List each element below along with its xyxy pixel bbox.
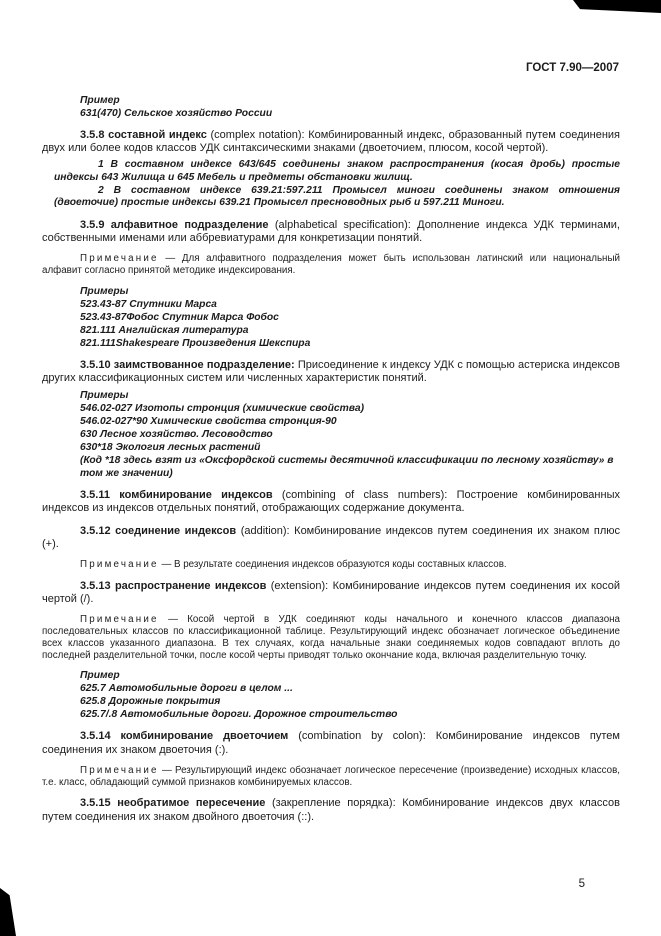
note-text: — Для алфавитного подразделения может быть использован латинский или национальный алфавит согласно принятой методике индексирования. [42,253,620,276]
note-text: — Косой чертой в УДК соединяют коды начального и конечного классов диапазона последовательных классов по классификационной таблице. Результирующий индекс обозначает логическое объединение всех классов указанного диапазона. В тех случаях, когда начальные знаки соединяемых кодов совпадают вплоть до последней разделительной точки, после косой черты приводят только окончание кода, включая разделительную точку. [42,614,620,661]
note-paragraph [42,614,620,661]
document-content [42,90,620,828]
example-line: 625.7/.8 Автомобильные дороги. Дорожное строительство [80,709,398,721]
example-line: 546.02-027 Изотопы стронция (химические свойства) [80,403,364,415]
term-definition: (complex notation): Комбинированный индекс, образованный путем соединения двух или более кодов классов УДК синтаксическими знаками (двоеточием, плюсом, косой чертой). [42,129,621,155]
example-block [42,94,620,120]
term-definition: (закрепление порядка): Комбинирование индексов двух классов путем соединения их знаком двойного двоеточия (::). [42,797,620,823]
scan-artifact-bottom-left [0,888,16,936]
term-paragraph-3-5-14 [42,730,620,756]
term-paragraph-3-5-12 [42,525,620,551]
term-paragraph-3-5-15 [42,797,620,823]
note-paragraph [42,253,620,277]
term-name: 3.5.8 составной индекс [80,129,207,141]
example-line: 546.02-027*90 Химические свойства стронция-90 [80,416,337,428]
example-block [42,159,620,209]
note-text: — В результате соединения индексов образуются коды составных классов. [161,559,507,570]
term-definition: (combining of class numbers): Построение комбинированных индексов из индексов отдельных понятий, отображающих содержание документа. [42,489,620,515]
example-label: Примеры [80,390,129,402]
term-definition: (extension): Комбинирование индексов путем соединения их косой чертой (/). [42,579,620,605]
note-text: — Результирующий индекс обозначает логическое пересечение (произведение) исходных классов, т.е. класс, обладающий суммой признаков комбинируемых классов. [42,764,620,788]
example-paragraph: 1 В составном индексе 643/645 соединены знаком распространения (косая дробь) простые индексы 643 Жилища и 645 Мебель и предметы обстановки жилищ. [54,159,620,183]
term-paragraph-3-5-8 [42,129,620,155]
example-line: 821.111Shakespeare Произведения Шекспира [80,337,311,349]
note-label: Примечание [80,559,159,570]
example-line: 631(470) Сельское хозяйство России [80,108,273,119]
example-label: Пример [80,670,120,682]
doc-number: ГОСТ 7.90—2007 [525,62,619,74]
example-line: 625.7 Автомобильные дороги в целом ... [80,683,293,695]
term-name: 3.5.10 заимствованное подразделение: [80,358,295,371]
term-definition: Присоединение к индексу УДК с помощью астериска индексов других классификационных систем или численных характеристик понятий. [42,358,620,384]
term-name: 3.5.13 распространение индексов [80,579,267,592]
example-block [42,285,620,350]
scan-artifact-top-right [573,0,661,13]
example-line: (Код *18 здесь взят из «Оксфордской системы десятичной классификации по лесному хозяйству» в том же значении) [80,455,614,480]
example-line: 625.8 Дорожные покрытия [80,696,221,708]
example-line: 630*18 Экология лесных растений [80,442,261,454]
note-label: Примечание [80,764,159,776]
example-label: Пример [80,95,120,106]
term-definition: (addition): Комбинирование индексов путем соединения их знаком плюс (+). [42,524,620,550]
example-label: Примеры [80,285,129,297]
term-definition: (alphabetical specification): Дополнение индекса УДК терминами, собственными именами или аббревиатурами для конкретизации понятий. [42,218,620,244]
term-name: 3.5.9 алфавитное подразделение [80,218,269,231]
example-line: 523.43-87 Спутники Марса [80,298,217,310]
example-paragraph: 2 В составном индексе 639.21:597.211 Промысел миноги соединены знаком отношения (двоеточие) простые индексы 639.21 Промысел пресноводных рыб и 597.211 Миноги. [54,184,620,209]
term-paragraph-3-5-9 [42,219,620,245]
example-line: 630 Лесное хозяйство. Лесоводство [80,429,273,441]
term-name: 3.5.14 комбинирование двоеточием [80,730,289,743]
note-label: Примечание [80,614,159,626]
note-label: Примечание [80,253,159,265]
term-name: 3.5.12 соединение индексов [80,524,237,537]
term-paragraph-3-5-10 [42,359,620,385]
term-name: 3.5.11 комбинирование индексов [80,489,273,502]
example-line: 821.111 Английская литература [80,324,249,336]
example-block [42,389,620,480]
note-paragraph [42,765,620,789]
term-definition: (combination by colon): Комбинирование индексов путем соединения их знаком двоеточия (:). [42,730,620,756]
example-line: 523.43-87Фобос Спутник Марса Фобос [80,311,279,323]
page-number: 5 [578,878,585,890]
note-paragraph [42,559,620,571]
term-paragraph-3-5-11 [42,489,620,515]
term-paragraph-3-5-13 [42,580,620,606]
example-block [42,669,620,721]
term-name: 3.5.15 необратимое пересечение [80,797,266,810]
